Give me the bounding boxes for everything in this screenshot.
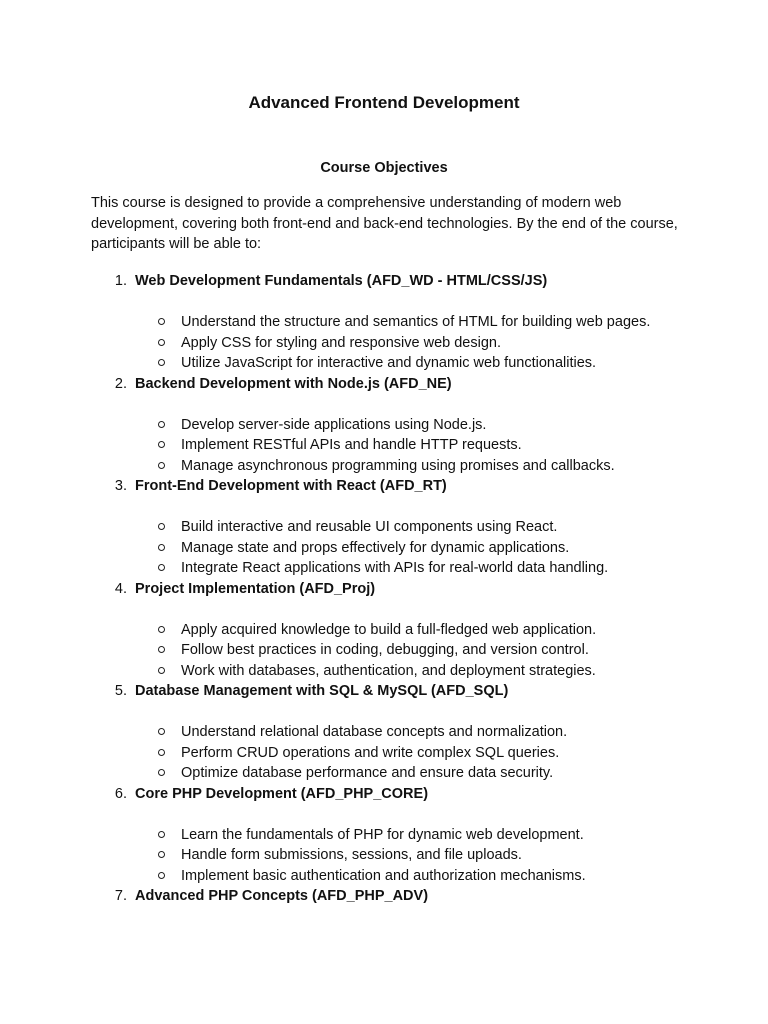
bullet-item [0,866,768,887]
hollow-circle-bullet-icon [158,667,165,674]
bullet-text: Understand relational database concepts and normalization. [181,724,568,740]
objective-number: 4. [114,580,127,597]
intro-paragraph: This course is designed to provide a comprehensive understanding of modern web development, covering both front-end and back-end technologies. By the end of the course, participants will be able to: [91,195,678,252]
objective-title: Project Implementation (AFD_Proj) [135,580,376,597]
bullet-item [0,825,768,846]
bullet-text: Handle form submissions, sessions, and file uploads. [181,847,522,863]
bullet-item [0,845,768,866]
objective-item [0,374,768,477]
objective-title: Database Management with SQL & MySQL (AFD_SQL) [135,683,509,699]
objective-bullets [0,620,768,682]
bullet-text: Build interactive and reusable UI components using React. [181,519,558,535]
bullet-text: Implement basic authentication and authorization mechanisms. [181,867,586,884]
objective-bullets [0,415,768,477]
bullet-text: Understand the structure and semantics of HTML for building web pages. [181,314,651,330]
bullet-text: Manage state and props effectively for dynamic applications. [181,539,570,556]
objective-item [0,579,768,682]
bullet-text: Follow best practices in coding, debugging, and version control. [181,642,589,658]
section-heading: Course Objectives [320,160,448,176]
objective-number: 6. [114,785,127,802]
objective-title: Core PHP Development (AFD_PHP_CORE) [135,785,429,802]
bullet-item [0,517,768,538]
bullet-text: Optimize database performance and ensure data security. [181,765,554,781]
bullet-text: Develop server-side applications using Node.js. [181,416,487,433]
bullet-item [0,538,768,559]
objective-number: 2. [114,375,127,392]
bullet-text: Implement RESTful APIs and handle HTTP requests. [181,437,522,453]
bullet-item [0,722,768,743]
hollow-circle-bullet-icon [158,544,165,551]
objective-number: 7. [114,888,127,904]
hollow-circle-bullet-icon [158,769,165,776]
hollow-circle-bullet-icon [158,851,165,858]
objective-bullets [0,517,768,579]
objective-item [0,271,768,374]
bullet-text: Apply CSS for styling and responsive web design. [181,334,501,351]
objectives-list [0,271,768,910]
bullet-text: Work with databases, authentication, and deployment strategies. [181,662,596,679]
objective-item [0,784,768,887]
objective-number: 5. [114,683,127,699]
objective-bullets [0,312,768,374]
hollow-circle-bullet-icon [158,749,165,756]
bullet-item [0,640,768,661]
hollow-circle-bullet-icon [158,359,165,366]
objective-item [0,476,768,579]
bullet-item [0,333,768,354]
bullet-item [0,312,768,333]
bullet-item [0,743,768,764]
objective-title: Backend Development with Node.js (AFD_NE) [135,375,452,392]
hollow-circle-bullet-icon [158,872,165,879]
bullet-item [0,353,768,374]
bullet-text: Integrate React applications with APIs for real-world data handling. [181,560,609,576]
objective-number: 1. [114,273,127,289]
hollow-circle-bullet-icon [158,441,165,448]
objective-title: Front-End Development with React (AFD_RT) [135,478,447,494]
bullet-item [0,620,768,641]
hollow-circle-bullet-icon [158,831,165,838]
bullet-item [0,558,768,579]
hollow-circle-bullet-icon [158,523,165,530]
hollow-circle-bullet-icon [158,318,165,325]
bullet-text: Perform CRUD operations and write complex SQL queries. [181,744,560,761]
bullet-text: Utilize JavaScript for interactive and dynamic web functionalities. [181,355,597,371]
document-title: Advanced Frontend Development [248,93,520,112]
bullet-item [0,435,768,456]
objective-number: 3. [114,478,127,494]
hollow-circle-bullet-icon [158,421,165,428]
bullet-item [0,415,768,436]
bullet-text: Manage asynchronous programming using promises and callbacks. [181,457,615,474]
hollow-circle-bullet-icon [158,564,165,571]
hollow-circle-bullet-icon [158,626,165,633]
objective-title: Web Development Fundamentals (AFD_WD - HTML/CSS/JS) [135,273,548,289]
bullet-text: Apply acquired knowledge to build a full-fledged web application. [181,621,597,638]
bullet-item [0,763,768,784]
objective-bullets [0,722,768,784]
bullet-item [0,661,768,682]
bullet-text: Learn the fundamentals of PHP for dynamic web development. [181,826,584,843]
hollow-circle-bullet-icon [158,728,165,735]
objective-item [0,681,768,784]
bullet-item [0,456,768,477]
hollow-circle-bullet-icon [158,462,165,469]
hollow-circle-bullet-icon [158,646,165,653]
objective-item [0,886,768,910]
objective-bullets [0,825,768,887]
objective-title: Advanced PHP Concepts (AFD_PHP_ADV) [135,888,429,904]
hollow-circle-bullet-icon [158,339,165,346]
